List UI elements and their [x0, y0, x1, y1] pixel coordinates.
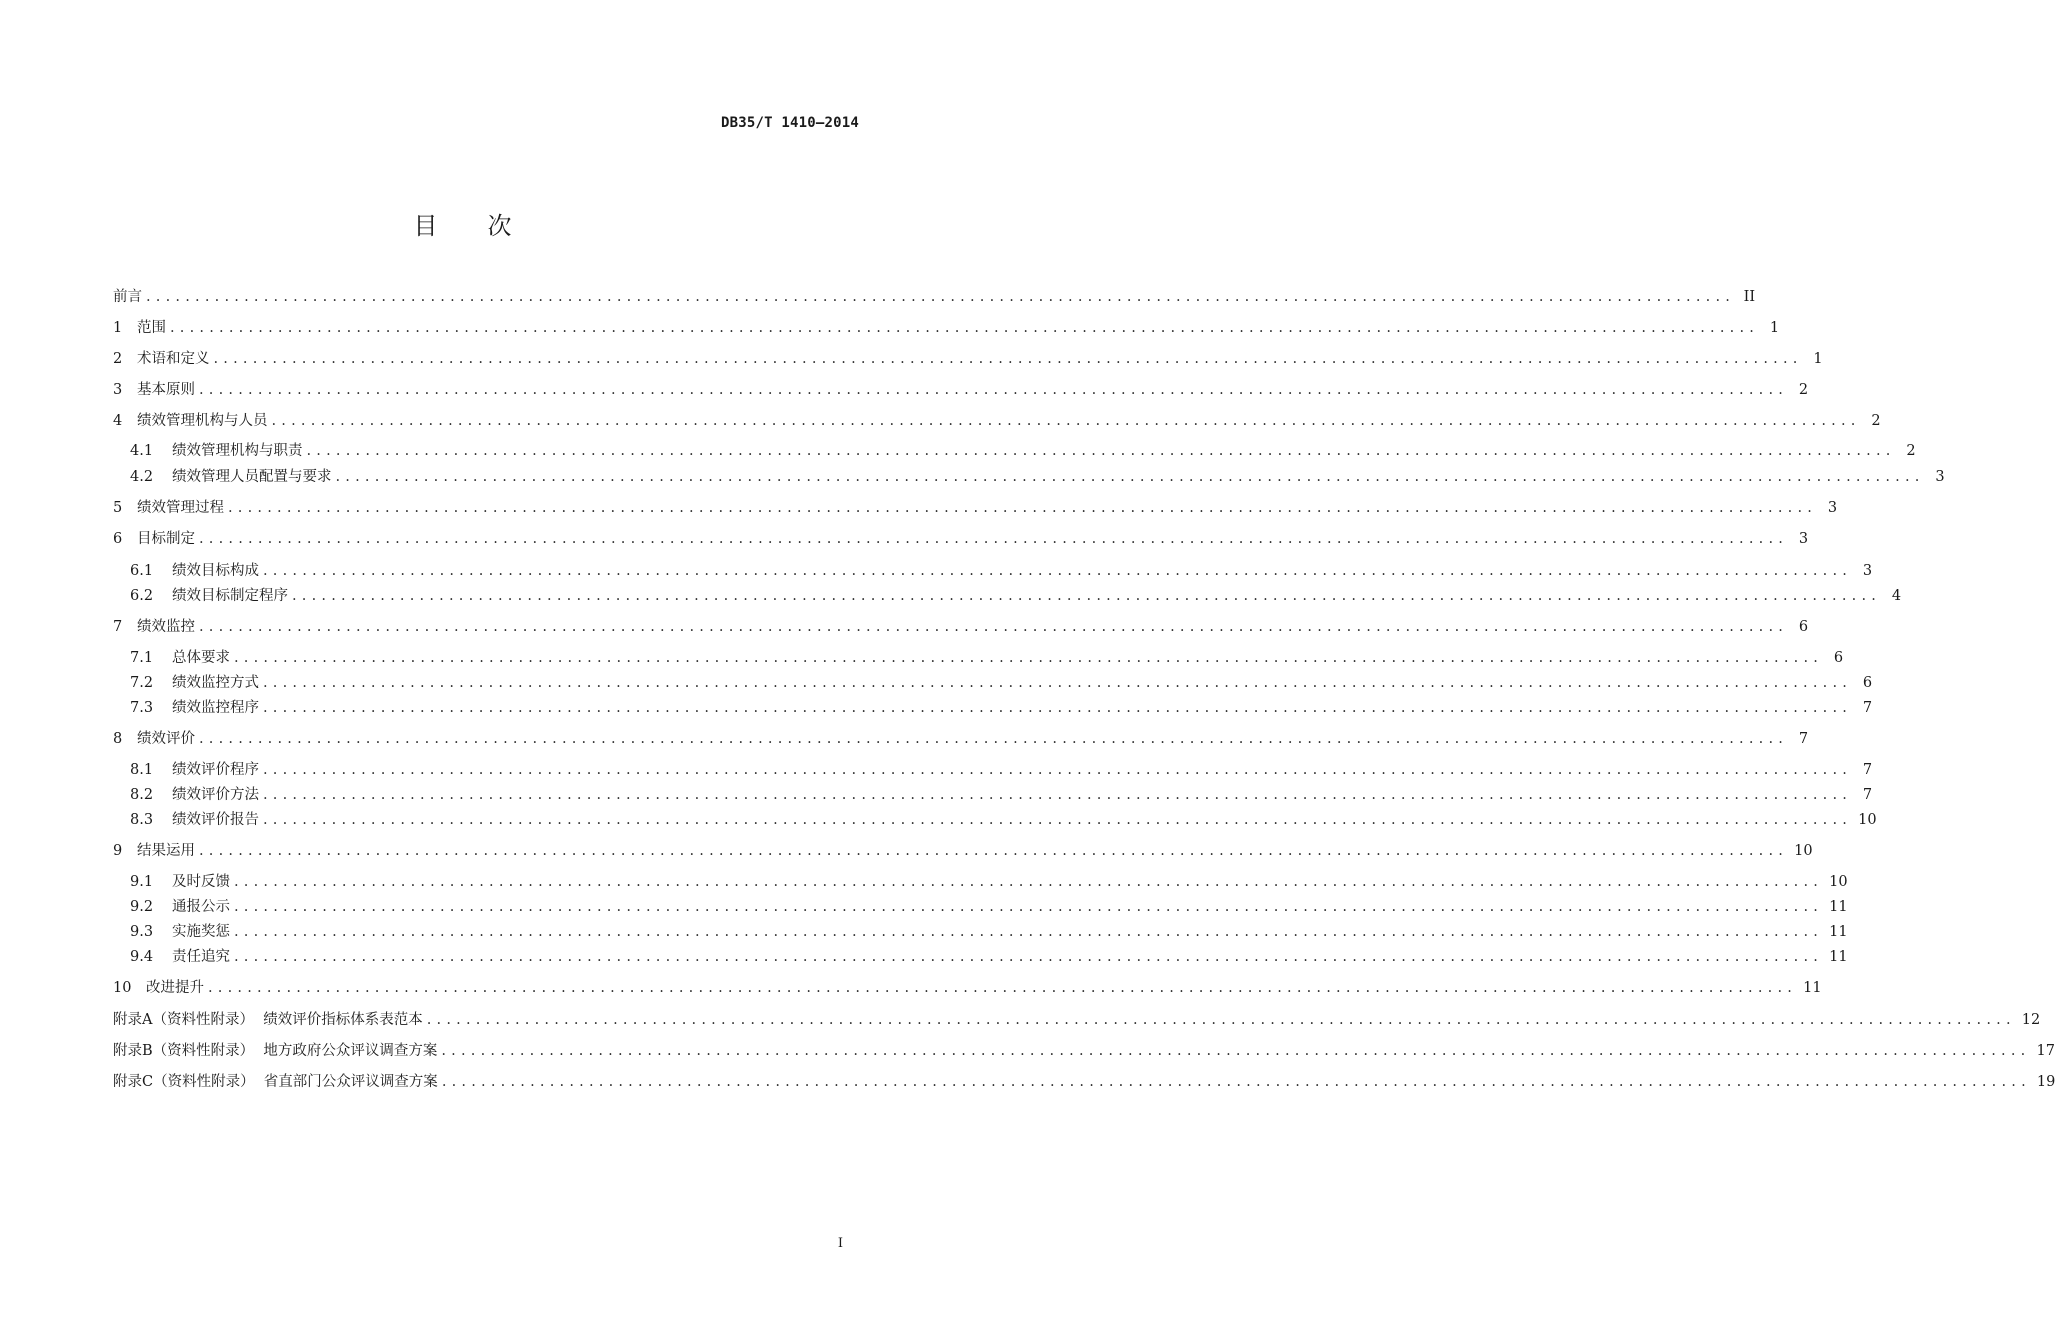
toc-subentry[interactable]: [130, 759, 1873, 781]
toc-entry-page: 6: [1798, 619, 1809, 635]
toc-entry-text: 绩效监控: [137, 619, 195, 635]
toc-entry-number: 8.1: [130, 762, 154, 778]
toc-entry-page: 10: [1829, 874, 1848, 890]
toc-entry-number: 8: [113, 731, 123, 747]
toc-entry[interactable]: [113, 497, 1838, 519]
toc-leader-dots: ..................................................................................................................................................................: [271, 413, 1861, 429]
toc-leader-dots: ..................................................................................................................................................................: [234, 650, 1824, 666]
toc-entry-number: 4.1: [130, 443, 154, 459]
toc-entry-label: [130, 440, 303, 462]
toc-entry-page: II: [1743, 289, 1756, 305]
toc-entry-page: 11: [1829, 899, 1848, 915]
toc-entry-page: 6: [1833, 650, 1844, 666]
toc-entry[interactable]: [113, 379, 1809, 401]
toc-entry-label: [130, 560, 259, 582]
toc-entry-text: 责任追究: [172, 949, 230, 965]
toc-entry-label: [130, 585, 288, 607]
toc-entry-label: [113, 497, 224, 519]
toc-entry-number: 1: [113, 320, 123, 336]
toc-entry-number: 4: [113, 413, 123, 429]
toc-leader-dots: ..................................................................................................................................................................: [146, 289, 1736, 305]
toc-entry-page: 10: [1858, 812, 1877, 828]
footer-page-number: I: [837, 1236, 843, 1251]
toc-entry-page: 11: [1829, 949, 1848, 965]
toc-entry[interactable]: [113, 840, 1813, 862]
toc-entry[interactable]: [113, 977, 1822, 999]
toc-subentry[interactable]: [130, 560, 1873, 582]
toc-entry-label: 附录A（资料性附录） 绩效评价指标体系表范本: [113, 1012, 423, 1028]
toc-entry-number: 7.3: [130, 700, 154, 716]
standard-code: DB35/T 1410—2014: [720, 115, 859, 131]
toc-leader-dots: ..................................................................................................................................................................: [263, 675, 1853, 691]
toc-entry-number: 10: [113, 980, 132, 996]
page-title: 目次: [413, 212, 562, 240]
toc-entry-label: [113, 728, 195, 750]
toc-entry-page: 1: [1769, 320, 1780, 336]
toc-entry-number: 3: [113, 382, 123, 398]
toc-subentry[interactable]: [130, 672, 1873, 694]
toc-entry-text: 结果运用: [137, 843, 195, 859]
toc-leader-dots: ..................................................................................................................................................................: [263, 812, 1853, 828]
toc-entry-page: 3: [1935, 469, 1945, 485]
toc-entry[interactable]: [113, 317, 1780, 339]
toc-leader-dots: ..................................................................................................................................................................: [199, 531, 1789, 547]
toc-entry-label: [113, 616, 195, 638]
toc-entry-label: 附录C（资料性附录） 省直部门公众评议调查方案: [113, 1074, 438, 1090]
toc-entry-text: 通报公示: [172, 899, 230, 915]
toc-appendix-entry[interactable]: [113, 1040, 2055, 1062]
toc-entry-page: 3: [1798, 531, 1809, 547]
toc-entry-page: 4: [1891, 588, 1902, 604]
toc-subentry[interactable]: [130, 440, 1916, 462]
toc-entry-label: [130, 784, 259, 806]
toc-entry-text: 绩效评价程序: [172, 762, 259, 778]
toc-entry-label: [130, 946, 230, 968]
toc-entry-text: 绩效评价报告: [172, 812, 259, 828]
toc-entry-number: 8.2: [130, 787, 154, 803]
toc-entry-page: 2: [1906, 443, 1916, 459]
toc-entry-label: 前言: [113, 289, 142, 305]
toc-entry-number: 9.3: [130, 924, 154, 940]
toc-leader-dots: ..................................................................................................................................................................: [263, 700, 1853, 716]
toc-entry-label: [130, 871, 230, 893]
toc-entry-text: 绩效评价方法: [172, 787, 259, 803]
toc-entry[interactable]: [113, 348, 1823, 370]
toc-leader-dots: ..................................................................................................................................................................: [263, 787, 1853, 803]
toc-subentry[interactable]: [130, 697, 1873, 719]
toc-entry-number: 6: [113, 531, 123, 547]
toc-leader-dots: ..................................................................................................................................................................: [199, 731, 1789, 747]
toc-leader-dots: ..................................................................................................................................................................: [426, 1012, 2016, 1028]
toc-entry-label: [130, 921, 230, 943]
toc-entry-text: 术语和定义: [137, 351, 210, 367]
toc-leader-dots: ..................................................................................................................................................................: [263, 563, 1853, 579]
toc-entry-number: 9.4: [130, 949, 154, 965]
toc-entry-page: 10: [1794, 843, 1813, 859]
toc-entry-number: 9.1: [130, 874, 154, 890]
toc-entry-text: 绩效管理过程: [137, 500, 224, 516]
toc-leader-dots: ..................................................................................................................................................................: [234, 924, 1824, 940]
toc-entry[interactable]: [113, 728, 1809, 750]
toc-entry-text: 基本原则: [137, 382, 195, 398]
toc-entry-page: 2: [1798, 382, 1809, 398]
toc-entry-text: 范围: [137, 320, 166, 336]
toc-entry[interactable]: [113, 616, 1809, 638]
toc-entry-page: 3: [1862, 563, 1873, 579]
toc-leader-dots: ..................................................................................................................................................................: [199, 619, 1789, 635]
toc-leader-dots: ..................................................................................................................................................................: [263, 762, 1853, 778]
toc-subentry[interactable]: [130, 585, 1902, 607]
toc-entry-text: 改进提升: [146, 980, 204, 996]
toc-entry-label: [130, 759, 259, 781]
toc-entry-number: 8.3: [130, 812, 154, 828]
toc-entry-page: 12: [2021, 1012, 2041, 1028]
toc-leader-dots: ..................................................................................................................................................................: [306, 443, 1896, 459]
toc-subentry[interactable]: [130, 466, 1945, 488]
toc-leader-dots: ..................................................................................................................................................................: [441, 1043, 2031, 1059]
toc-leader-dots: ..................................................................................................................................................................: [234, 899, 1824, 915]
toc-entry-text: 实施奖惩: [172, 924, 230, 940]
toc-entry-page: 7: [1862, 762, 1873, 778]
toc-leader-dots: ..................................................................................................................................................................: [234, 949, 1824, 965]
toc-entry-number: 6.1: [130, 563, 154, 579]
toc-entry-text: 目标制定: [137, 531, 195, 547]
toc-entry-number: 9.2: [130, 899, 154, 915]
toc-entry-text: 绩效管理机构与人员: [137, 413, 268, 429]
toc-entry-label: [113, 840, 195, 862]
toc-entry-number: 7: [113, 619, 123, 635]
toc-entry-label: [130, 672, 259, 694]
toc-entry-text: 绩效评价: [137, 731, 195, 747]
toc-entry-number: 2: [113, 351, 123, 367]
toc-entry-number: 7.2: [130, 675, 154, 691]
toc-entry-label: [130, 647, 230, 669]
toc-subentry[interactable]: [130, 809, 1877, 831]
toc-entry-text: 绩效管理机构与职责: [172, 443, 303, 459]
toc-leader-dots: ..................................................................................................................................................................: [441, 1074, 2031, 1090]
toc-entry-page: 1: [1813, 351, 1823, 367]
toc-subentry[interactable]: [130, 946, 1848, 968]
toc-leader-dots: ..................................................................................................................................................................: [208, 980, 1798, 996]
toc-entry[interactable]: [113, 528, 1809, 550]
toc-entry-label: [113, 348, 210, 370]
toc-subentry[interactable]: [130, 921, 1848, 943]
toc-subentry[interactable]: [130, 647, 1844, 669]
toc-leader-dots: ..................................................................................................................................................................: [199, 843, 1789, 859]
toc-entry-page: 7: [1862, 787, 1873, 803]
toc-entry-number: 4.2: [130, 469, 154, 485]
toc-leader-dots: ..................................................................................................................................................................: [213, 351, 1803, 367]
toc-leader-dots: ..................................................................................................................................................................: [199, 382, 1789, 398]
toc-entry-text: 总体要求: [172, 650, 230, 666]
toc-entry-label: [113, 528, 195, 550]
toc-entry-text: 及时反馈: [172, 874, 230, 890]
toc-entry-label: [113, 379, 195, 401]
toc-leader-dots: ..................................................................................................................................................................: [292, 588, 1882, 604]
toc-entry-label: [130, 697, 259, 719]
toc-appendix-entry[interactable]: [113, 1009, 2041, 1031]
toc-entry-page: 19: [2036, 1074, 2055, 1090]
toc-entry-text: 绩效管理人员配置与要求: [172, 469, 332, 485]
toc-appendix-entry[interactable]: [113, 1071, 2055, 1093]
toc-leader-dots: ..................................................................................................................................................................: [234, 874, 1824, 890]
toc-entry-page: 2: [1871, 413, 1881, 429]
toc-entry[interactable]: [113, 410, 1881, 432]
toc-subentry[interactable]: [130, 871, 1848, 893]
toc-entry-text: 绩效监控方式: [172, 675, 259, 691]
toc-entry-number: 6.2: [130, 588, 154, 604]
toc-leader-dots: ..................................................................................................................................................................: [170, 320, 1760, 336]
toc-entry-text: 绩效目标构成: [172, 563, 259, 579]
toc-entry-page: 17: [2036, 1043, 2055, 1059]
toc-entry-page: 6: [1862, 675, 1873, 691]
toc-entry-number: 9: [113, 843, 123, 859]
toc-entry-label: [130, 466, 332, 488]
toc-leader-dots: ..................................................................................................................................................................: [335, 469, 1925, 485]
toc-leader-dots: ..................................................................................................................................................................: [228, 500, 1818, 516]
toc-subentry[interactable]: [130, 784, 1873, 806]
toc-entry[interactable]: [113, 286, 1756, 308]
toc-entry-label: [130, 896, 230, 918]
toc-entry-text: 绩效目标制定程序: [172, 588, 288, 604]
toc-entry-label: [113, 317, 166, 339]
toc-entry-page: 7: [1798, 731, 1809, 747]
toc-entry-page: 11: [1829, 924, 1848, 940]
toc-entry-page: 11: [1803, 980, 1822, 996]
toc-entry-number: 5: [113, 500, 123, 516]
toc-entry-label: [130, 809, 259, 831]
toc-entry-page: 7: [1862, 700, 1873, 716]
toc-entry-number: 7.1: [130, 650, 154, 666]
toc-entry-label: [113, 410, 268, 432]
toc-entry-label: 附录B（资料性附录） 地方政府公众评议调查方案: [113, 1043, 438, 1059]
toc-entry-page: 3: [1827, 500, 1838, 516]
toc-subentry[interactable]: [130, 896, 1848, 918]
toc-entry-text: 绩效监控程序: [172, 700, 259, 716]
toc-entry-label: [113, 977, 204, 999]
